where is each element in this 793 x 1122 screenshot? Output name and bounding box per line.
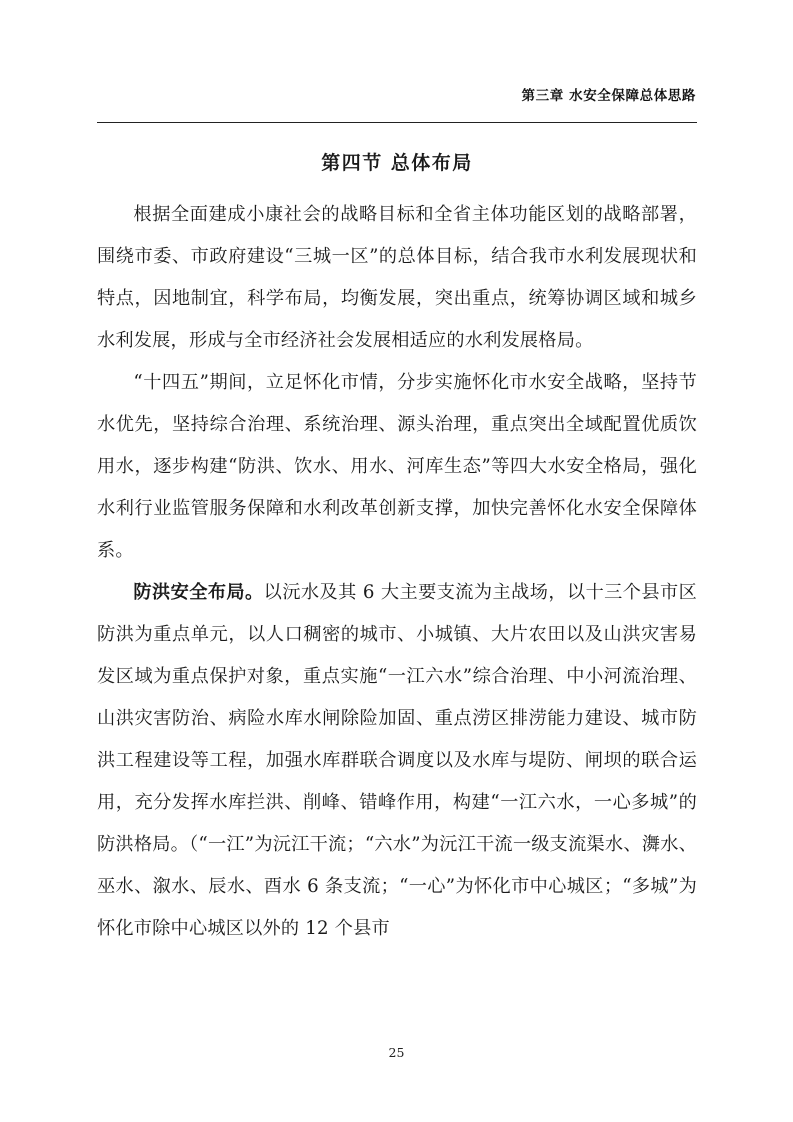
paragraph-3-lead: 防洪安全布局。 (133, 582, 264, 604)
running-head: 第三章 水安全保障总体思路 (521, 88, 696, 104)
section-title: 第四节 总体布局 (321, 152, 473, 174)
paragraph-3 (97, 572, 697, 950)
page-content (97, 140, 697, 950)
paragraph-1-text: 根据全面建成小康社会的战略目标和全省主体功能区划的战略部署，围绕市委、市政府建设“三城一区”的总体目标，结合我市水利发展现状和特点，因地制宜，科学布局，均衡发展，突出重点，统筹协调区域和城乡水利发展，形成与全市经济社会发展相适应的水利发展格局。 (97, 204, 697, 352)
paragraph-2 (97, 362, 697, 572)
paragraph-3-text: 以沅水及其 6 大主要支流为主战场，以十三个县市区防洪为重点单元，以人口稠密的城市、小城镇、大片农田以及山洪灾害易发区域为重点保护对象，重点实施“一江六水”综合治理、中小河流治理、山洪灾害防治、病险水库水闸除险加固、重点涝区排涝能力建设、城市防洪工程建设等工程，加强水库群联合调度以及水库与堤防、闸坝的联合运用，充分发挥水库拦洪、削峰、错峰作用，构建“一江六水，一心多城”的防洪格局。（“一江”为沅江干流；“六水”为沅江干流一级支流渠水、㵲水、巫水、溆水、辰水、酉水 6 条支流；“一心”为怀化市中心城区；“多城”为怀化市除中心城区以外的 12 个县市 (97, 582, 697, 940)
page-number: 25 (388, 1045, 405, 1060)
header-divider (97, 122, 697, 123)
paragraph-2-text: “十四五”期间，立足怀化市情，分步实施怀化市水安全战略，坚持节水优先，坚持综合治理、系统治理、源头治理，重点突出全域配置优质饮用水，逐步构建“防洪、饮水、用水、河库生态”等四大水安全格局，强化水利行业监管服务保障和水利改革创新支撑，加快完善怀化水安全保障体系。 (97, 372, 697, 562)
paragraph-1 (97, 194, 697, 362)
